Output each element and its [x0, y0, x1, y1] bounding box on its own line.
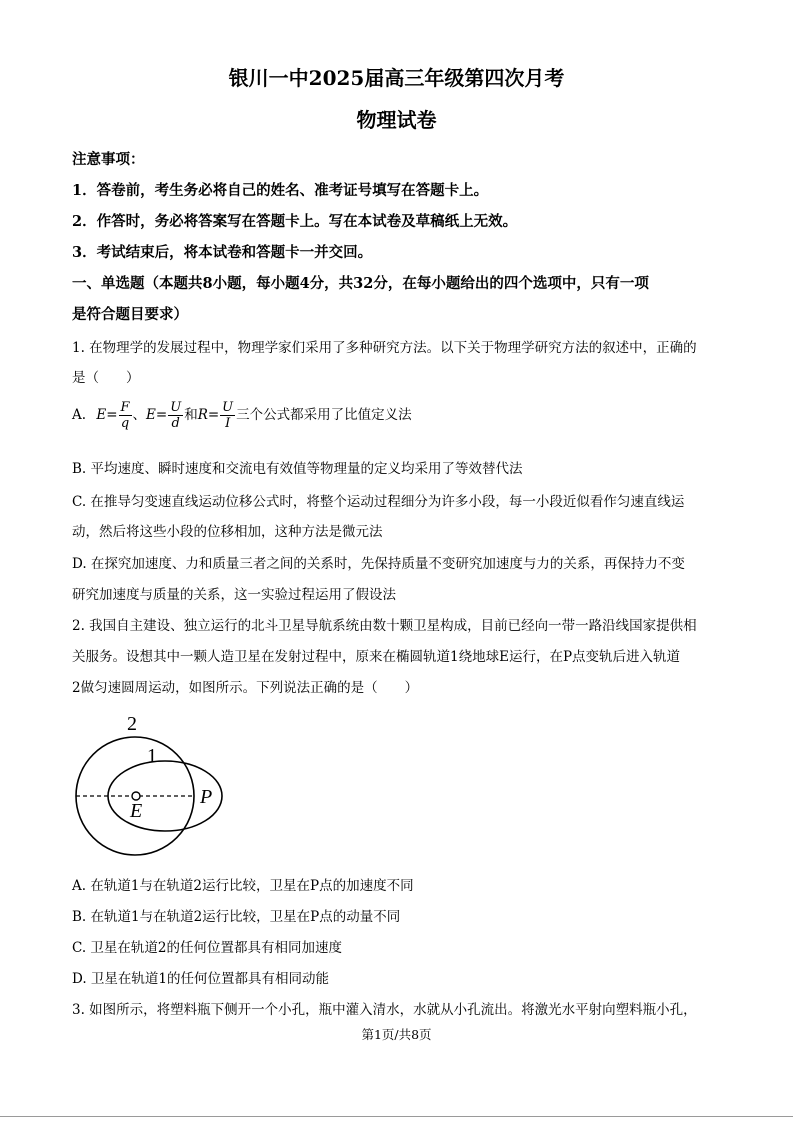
notice-item-3: 3．考试结束后，将本试卷和答题卡一并交回。	[72, 244, 373, 261]
notice-heading: 注意事项：	[72, 151, 145, 168]
point-p-label: P	[200, 786, 213, 808]
q1-option-a-label: A.	[72, 407, 87, 423]
fraction-numerator: U	[222, 400, 234, 415]
q1-option-a-text: 三个公式都采用了比值定义法	[236, 407, 412, 423]
fraction-u-over-d	[168, 400, 183, 431]
formula-symbol: R	[197, 407, 208, 423]
q2-option-c: C. 卫星在轨道2的任何位置都具有相同加速度	[72, 940, 343, 956]
formula-symbol: =	[155, 407, 168, 423]
formula-symbol: E	[146, 407, 156, 423]
q2-option-b: B. 在轨道1与在轨道2运行比较，卫星在P点的动量不同	[72, 909, 401, 925]
formula-symbol: 、	[132, 407, 147, 423]
earth-dot	[132, 792, 140, 800]
fraction-denominator: I	[225, 416, 231, 431]
fraction-f-over-q	[119, 400, 132, 431]
section-heading-line1: 一、单选题（本题共8小题，每小题4分，共32分，在每小题给出的四个选项中，只有一项	[72, 275, 649, 292]
q2-stem-line2: 关服务。设想其中一颗人造卫星在发射过程中，原来在椭圆轨道1绕地球E运行，在P点变轨后进入轨道	[72, 649, 681, 665]
q2-stem-line1: 2. 我国自主建设、独立运行的北斗卫星导航系统由数十颗卫星构成，目前已经向一带一路沿线国家提供相	[72, 618, 697, 634]
section-heading-line2: 是符合题目要求）	[72, 306, 188, 323]
formula-symbol: 和	[184, 407, 198, 423]
q1-option-c-line1: C. 在推导匀变速直线运动位移公式时，将整个运动过程细分为许多小段，每一小段近似看作匀速直线运	[72, 494, 685, 510]
q1-stem-line2: 是（ ）	[72, 370, 140, 386]
q2-option-a: A. 在轨道1与在轨道2运行比较，卫星在P点的加速度不同	[72, 878, 414, 894]
q1-option-d-line1: D. 在探究加速度、力和质量三者之间的关系时，先保持质量不变研究加速度与力的关系，再保持力不变	[72, 556, 685, 572]
formula-symbol: =	[106, 407, 118, 423]
page-number: 第1页/共8页	[361, 1027, 432, 1042]
notice-item-1: 1．答卷前，考生务必将自己的姓名、准考证号填写在答题卡上。	[72, 182, 489, 199]
earth-label: E	[130, 800, 143, 822]
q3-stem-line1: 3. 如图所示，将塑料瓶下侧开一个小孔，瓶中灌入清水，水就从小孔流出。将激光水平射向塑料瓶小孔，	[72, 1002, 697, 1018]
bottom-divider	[0, 1116, 793, 1117]
q1-option-c-line2: 动，然后将这些小段的位移相加，这种方法是微元法	[72, 524, 383, 540]
formula-symbol: =	[207, 407, 220, 423]
exam-title: 银川一中2025届高三年级第四次月考	[228, 66, 565, 90]
fraction-numerator: F	[120, 400, 130, 415]
q1-option-a	[72, 398, 722, 432]
fraction-denominator: d	[171, 416, 180, 431]
fraction-u-over-i	[220, 400, 235, 431]
q2-option-d: D. 卫星在轨道1的任何位置都具有相同动能	[72, 971, 330, 987]
orbit-2-label: 2	[127, 713, 137, 735]
formula-symbol: E	[96, 407, 107, 423]
q1-option-b: B. 平均速度、瞬时速度和交流电有效值等物理量的定义均采用了等效替代法	[72, 461, 523, 477]
orbit-diagram	[70, 706, 230, 866]
fraction-denominator: q	[120, 416, 130, 431]
q1-stem-line1: 1. 在物理学的发展过程中，物理学家们采用了多种研究方法。以下关于物理学研究方法的叙述中，正确的	[72, 340, 697, 356]
fraction-numerator: U	[170, 400, 182, 415]
notice-item-2: 2．作答时，务必将答案写在答题卡上。写在本试卷及草稿纸上无效。	[72, 213, 518, 230]
orbit-1-label: 1	[147, 745, 157, 767]
exam-subtitle: 物理试卷	[356, 108, 437, 132]
q2-stem-line3: 2做匀速圆周运动，如图所示。下列说法正确的是（ ）	[72, 680, 419, 696]
q1-option-d-line2: 研究加速度与质量的关系，这一实验过程运用了假设法	[72, 587, 396, 603]
